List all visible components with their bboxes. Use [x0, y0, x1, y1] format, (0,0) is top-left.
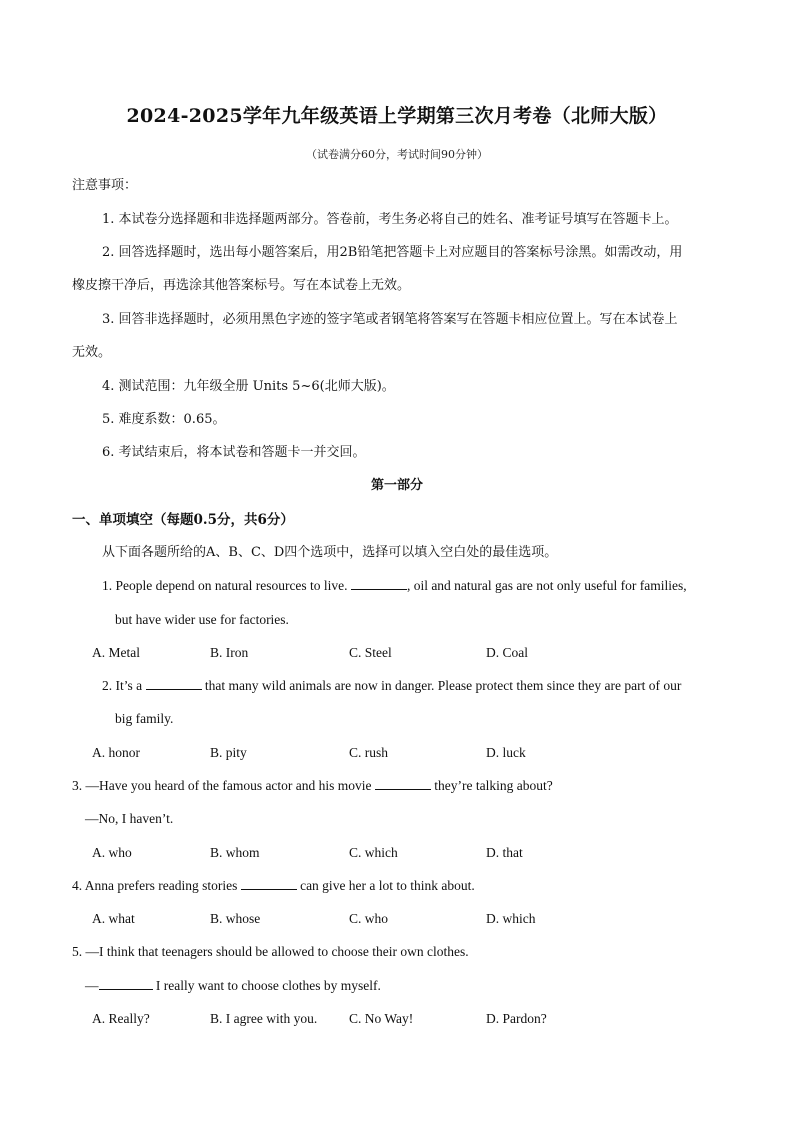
q3-option-b[interactable]: B. whom — [210, 845, 260, 860]
answer-blank — [146, 677, 202, 690]
q5-option-a[interactable]: A. Really? — [92, 1011, 150, 1026]
question-1-text-end: , oil and natural gas are not only useful for families, — [406, 578, 687, 593]
q1-option-b[interactable]: B. Iron — [210, 645, 249, 660]
question-3-text-start: 3. —Have you heard of the famous actor and his movie — [72, 778, 375, 793]
exam-subtitle: （试卷满分60分，考试时间90分钟） — [306, 148, 488, 161]
question-2-continuation: big family. — [115, 711, 174, 726]
question-1 — [102, 577, 687, 595]
question-3 — [72, 777, 553, 795]
section-heading: 一、单项填空（每题0.5分，共6分） — [72, 512, 294, 528]
section-instruction: 从下面各题所给的A、B、C、D四个选项中，选择可以填入空白处的最佳选项。 — [102, 545, 558, 560]
question-3-reply: —No, I haven’t. — [85, 811, 174, 826]
answer-blank — [99, 977, 153, 990]
q2-option-c[interactable]: C. rush — [349, 745, 389, 760]
note-item-5: 5. 难度系数：0.65。 — [102, 412, 226, 427]
question-5-reply — [85, 977, 381, 995]
question-5-dash: — — [85, 978, 99, 993]
question-5-text-end: I really want to choose clothes by myself. — [152, 978, 381, 993]
question-2-text-end: that many wild animals are now in danger. Please protect them since they are part of our — [201, 678, 682, 693]
q4-option-c[interactable]: C. who — [349, 911, 389, 926]
note-item-6: 6. 考试结束后，将本试卷和答题卡一并交回。 — [102, 445, 366, 460]
question-2 — [102, 677, 681, 695]
note-item-3-cont: 无效。 — [72, 345, 112, 360]
q4-option-b[interactable]: B. whose — [210, 911, 261, 926]
q3-option-a[interactable]: A. who — [92, 845, 132, 860]
q2-option-a[interactable]: A. honor — [92, 745, 140, 760]
q3-option-d[interactable]: D. that — [486, 845, 523, 860]
q1-option-c[interactable]: C. Steel — [349, 645, 392, 660]
question-2-text-start: 2. It’s a — [102, 678, 146, 693]
q1-option-d[interactable]: D. Coal — [486, 645, 528, 660]
q1-option-a[interactable]: A. Metal — [92, 645, 140, 660]
answer-blank — [241, 877, 297, 890]
q5-option-c[interactable]: C. No Way! — [349, 1011, 414, 1026]
answer-blank — [351, 577, 407, 590]
question-4-text-end: can give her a lot to think about. — [296, 878, 475, 893]
q5-option-d[interactable]: D. Pardon? — [486, 1011, 547, 1026]
q4-option-a[interactable]: A. what — [92, 911, 135, 926]
question-5: 5. —I think that teenagers should be allowed to choose their own clothes. — [72, 944, 469, 959]
q2-option-d[interactable]: D. luck — [486, 745, 526, 760]
note-item-3: 3. 回答非选择题时，必须用黑色字迹的签字笔或者钢笔将答案写在答题卡相应位置上。写在本试卷上 — [102, 312, 678, 327]
q3-option-c[interactable]: C. which — [349, 845, 398, 860]
answer-blank — [375, 777, 431, 790]
notes-heading: 注意事项： — [72, 178, 138, 193]
q5-option-b[interactable]: B. I agree with you. — [210, 1011, 318, 1026]
question-1-text-start: 1. People depend on natural resources to live. — [102, 578, 351, 593]
q4-option-d[interactable]: D. which — [486, 911, 536, 926]
note-item-2-cont: 橡皮擦干净后，再选涂其他答案标号。写在本试卷上无效。 — [72, 278, 411, 293]
question-3-text-end: they’re talking about? — [430, 778, 553, 793]
q2-option-b[interactable]: B. pity — [210, 745, 247, 760]
note-item-4: 4. 测试范围：九年级全册 Units 5~6(北师大版)。 — [102, 379, 395, 394]
part-title: 第一部分 — [370, 478, 423, 493]
exam-title: 2024-2025学年九年级英语上学期第三次月考卷（北师大版） — [126, 105, 668, 127]
note-item-2: 2. 回答选择题时，选出每小题答案后，用2B铅笔把答题卡上对应题目的答案标号涂黑。如需改动，用 — [102, 245, 683, 260]
question-1-continuation: but have wider use for factories. — [115, 612, 289, 627]
question-4 — [72, 877, 475, 895]
question-4-text-start: 4. Anna prefers reading stories — [72, 878, 241, 893]
note-item-1: 1. 本试卷分选择题和非选择题两部分。答卷前，考生务必将自己的姓名、准考证号填写在答题卡上。 — [102, 212, 678, 227]
